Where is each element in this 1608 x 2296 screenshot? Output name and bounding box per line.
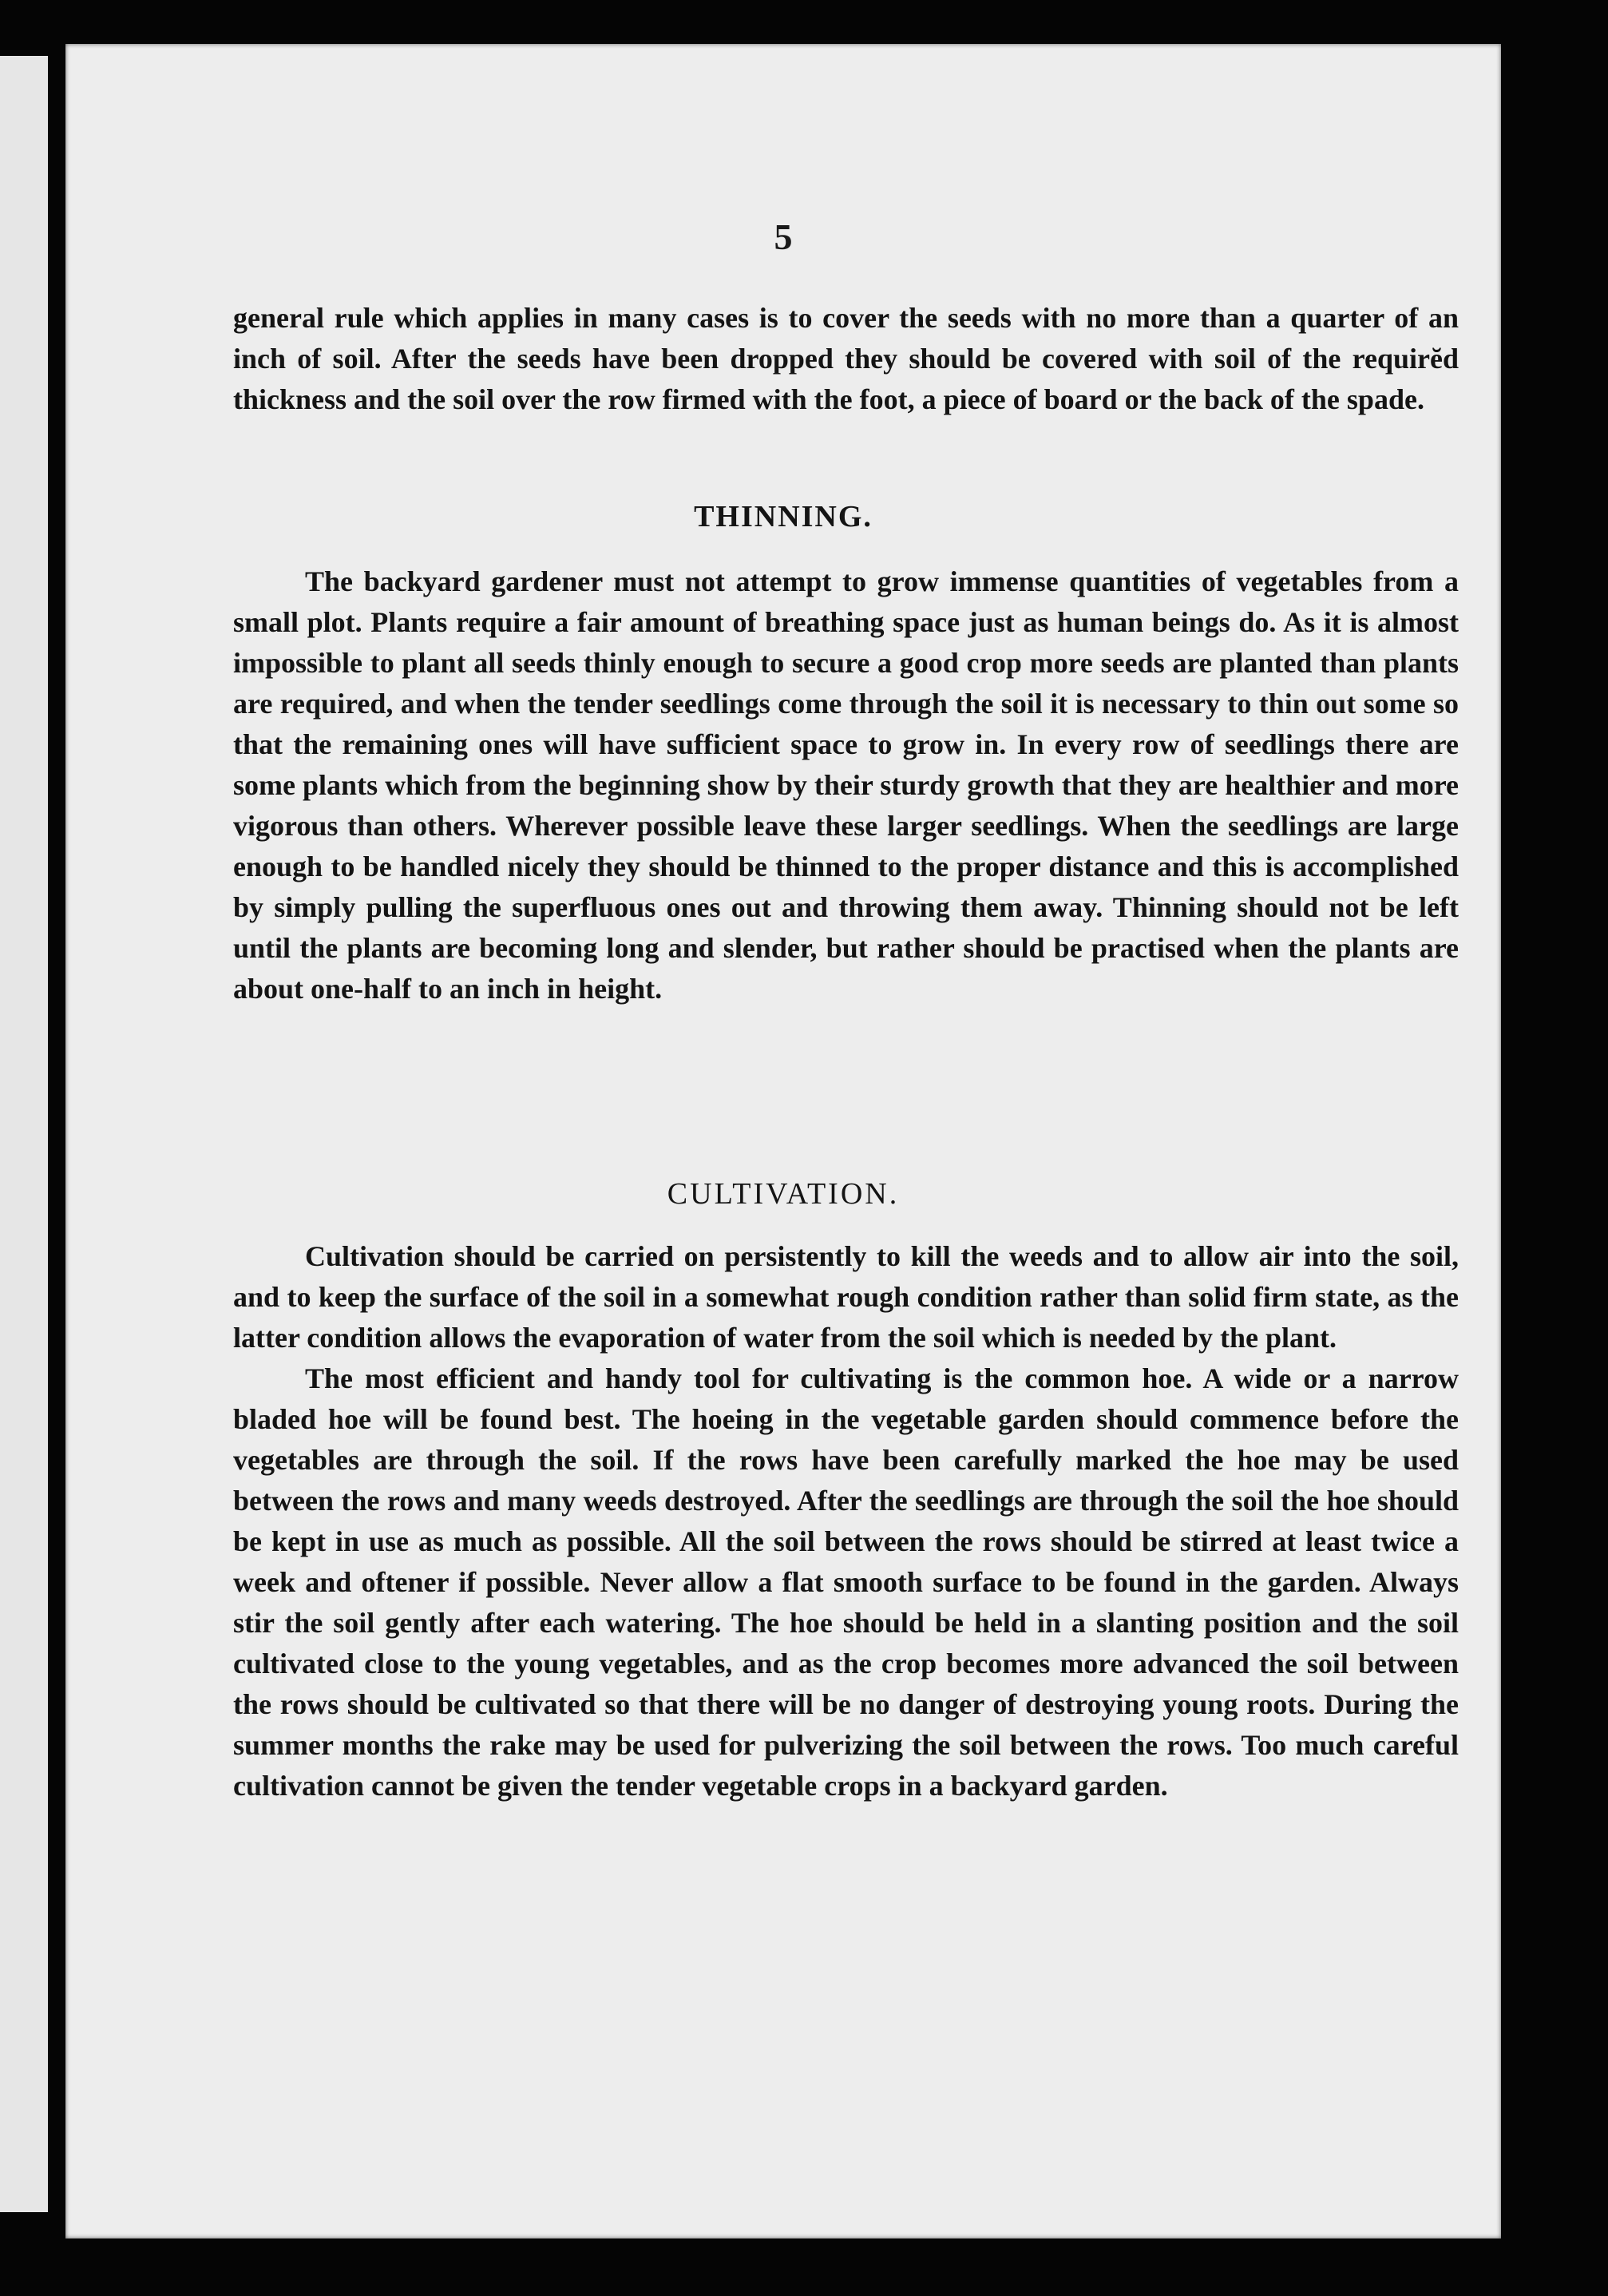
cultivation-paragraph-1: Cultivation should be carried on persistently to kill the weeds and to allow air into the soil, and to keep the surface of the soil in a somewhat rough condition rather than solid firm state, as the latter condition allows the evaporation of water from the soil which is needed by the plant. [233, 1240, 1459, 1354]
page-number: 5 [774, 216, 793, 257]
section-heading-cultivation: CULTIVATION. [667, 1177, 900, 1211]
adjacent-page-edge [0, 56, 48, 2212]
document-page [65, 44, 1501, 2239]
section-heading-thinning: THINNING. [694, 500, 873, 533]
thinning-section-body [233, 561, 1459, 1009]
thinning-paragraph: The backyard gardener must not attempt to grow immense quantities of vegetables from a small plot. Plants require a fair amount of breathing space just as human beings do. As it is almost impossible to plant all seeds thinly enough to secure a good crop more seeds are planted than plants are required, and when the tender seedlings come through the soil it is necessary to thin out some so that the remaining ones will have sufficient space to grow in. In every row of seedlings there are some plants which from the beginning show by their sturdy growth that they are healthier and more vigorous than others. Wherever possible leave these larger seedlings. When the seedlings are large enough to be handled nicely they should be thinned to the proper distance and this is accomplished by simply pulling the superfluous ones out and throwing them away. Thinning should not be left until the plants are becoming long and slender, but rather should be practised when the plants are about one-half to an inch in height. [233, 565, 1459, 1005]
cultivation-paragraph-2: The most efficient and handy tool for cultivating is the common hoe. A wide or a narrow bladed hoe will be found best. The hoeing in the vegetable garden should commence before the vegetables are through the soil. If the rows have been carefully marked the hoe may be used between the rows and many weeds destroyed. After the seedlings are through the soil the hoe should be kept in use as much as possible. All the soil between the rows should be stirred at least twice a week and oftener if possible. Never allow a flat smooth surface to be found in the garden. Always stir the soil gently after each watering. The hoe should be held in a slanting position and the soil cultivated close to the young vegetables, and as the crop becomes more advanced the soil between the rows should be cultivated so that there will be no danger of destroying young roots. During the summer months the rake may be used for pulverizing the soil between the rows. Too much careful cultivation cannot be given the tender vegetable crops in a backyard garden. [233, 1362, 1459, 1802]
intro-paragraph-block [233, 298, 1459, 420]
cultivation-section-body [233, 1236, 1459, 1806]
intro-paragraph: general rule which applies in many cases is to cover the seeds with no more than a quarter of an inch of soil. After the seeds have been dropped they should be covered with soil of the requirĕd thickness and the soil over the row firmed with the foot, a piece of board or the back of the spade. [233, 302, 1459, 415]
